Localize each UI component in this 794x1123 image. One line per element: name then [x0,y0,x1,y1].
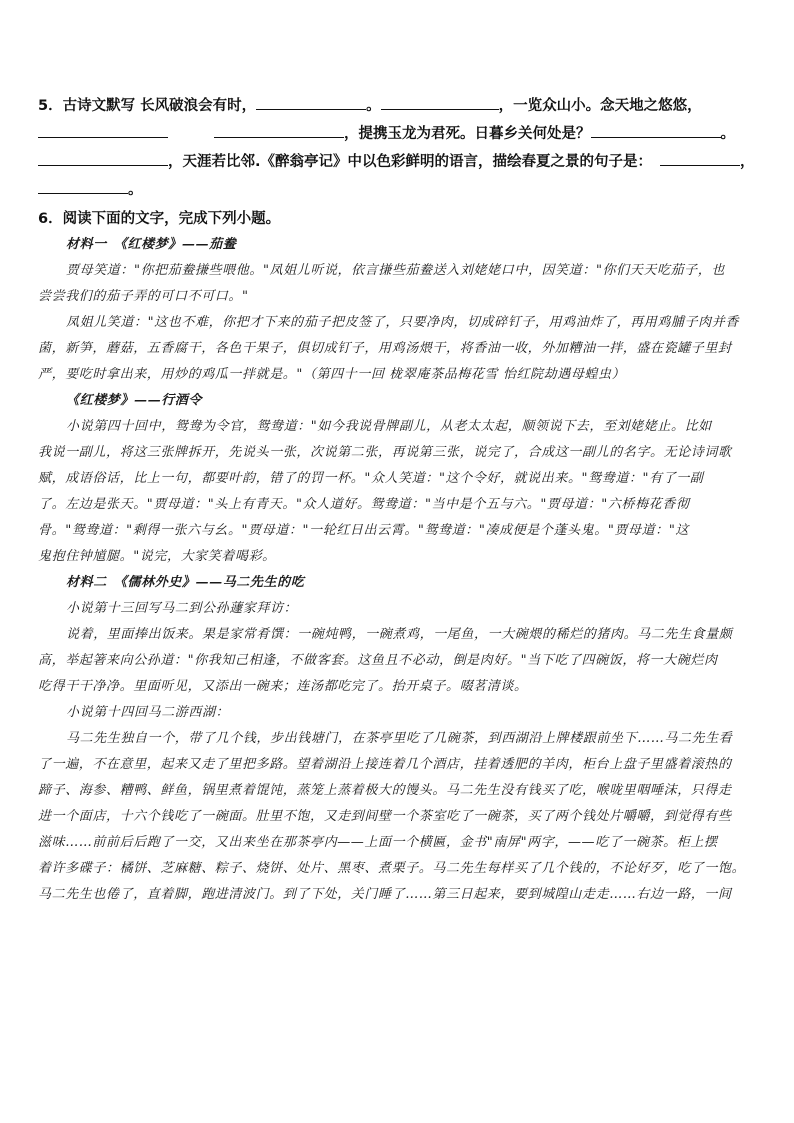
q5-line-1-text-c: ，一览众山小。念天地之悠悠， [498,98,702,114]
q5-line-1-text-a: 5．古诗文默写 长风破浪会有时， [38,98,257,114]
material-2-heading: 材料二 《儒林外史》——马二先生的吃 [66,575,305,590]
reading-passage [38,232,778,908]
passage-line: 鬼抱住钟馗腿。"说完，大家笑着喝彩。 [38,549,276,564]
passage-line: 了。左边是张天。"贾母道："头上有青天。"众人道好。鸳鸯道："当中是个五与六。"贾母道："六桥梅花香彻 [38,497,690,512]
passage-line: 蹄子、海参、糟鸭、鲜鱼，锅里煮着馄饨，蒸笼上蒸着极大的馒头。马二先生没有钱买了吃，喉咙里咽唾沫，只得走 [38,783,732,798]
answer-blank[interactable] [38,149,168,166]
passage-line: 小说第四十回中，鸳鸯为令官，鸳鸯道："如今我说骨牌副儿，从老太太起，顺领说下去，至刘姥姥止。比如 [66,419,712,434]
passage-line: 凤姐儿笑道："这也不难，你把才下来的茄子把皮签了，只要净肉，切成碎钉子，用鸡油炸了，再用鸡脯子肉并香 [66,315,739,330]
q5-line-2-text-b: 。 [720,126,735,142]
question-5 [38,92,758,204]
q5-line-2-text-a: ，提携玉龙为君死。日暮乡关何处是？ [344,126,591,142]
passage-line: 严，要吃时拿出来，用炒的鸡瓜一拌就是。"（第四十一回 栊翠庵茶品梅花雪 怡红院劫遇母蝗虫） [38,367,626,382]
passage-line: 小说第十三回写马二到公孙蘧家拜访： [66,601,298,616]
answer-blank[interactable] [38,177,128,194]
passage-line: 尝尝我们的茄子弄的可口不可口。" [38,289,249,304]
q6-title: 6．阅读下面的文字，完成下列小题。 [38,211,281,227]
q5-line-3-text-a: ，天涯若比邻.《醉翁亭记》中以色彩鲜明的语言，描绘春夏之景的句子是： [168,154,653,170]
q5-line-3 [38,148,758,176]
q5-line-3-text-b: ， [740,154,755,170]
passage-line: 吃得干干净净。里面听见，又添出一碗来；连汤都吃完了。抬开桌子。啜茗清谈。 [38,679,528,694]
material-1-subheading: 《红楼梦》——行酒令 [66,393,203,408]
passage-line: 着许多碟子：橘饼、芝麻糖、粽子、烧饼、处片、黑枣、煮栗子。马二先生每样买了几个钱的，不论好歹，吃了一饱。 [38,861,746,876]
q5-line-2 [38,120,758,148]
passage-line: 贾母笑道："你把茄鲞搛些喂他。"凤姐儿听说，依言搛些茄鲞送入刘姥姥口中，因笑道："你们天天吃茄子，也 [66,263,725,278]
passage-line: 说着，里面捧出饭来。果是家常肴馔：一碗炖鸭，一碗煮鸡，一尾鱼，一大碗煨的稀烂的猪肉。马二先生食量颇 [66,627,733,642]
passage-line: 进一个面店，十六个钱吃了一碗面。肚里不饱，又走到间壁一个茶室吃了一碗茶，买了两个钱处片嚼嚼，到觉得有些 [38,809,732,824]
passage-line: 菌，新笋，蘑菇，五香腐干，各色干果子，俱切成钉子，用鸡汤煨干，将香油一收，外加糟油一拌，盛在瓷罐子里封 [38,341,732,356]
passage-line: 高，举起箸来向公孙道："你我知己相逢，不做客套。这鱼且不必动，倒是肉好。"当下吃了四碗饭，将一大碗烂肉 [38,653,718,668]
q5-line-1 [38,92,758,120]
q5-line-1-text-b: 。 [366,98,381,114]
passage-line: 马二先生独自一个，带了几个钱，步出钱塘门，在茶亭里吃了几碗茶，到西湖沿上牌楼跟前坐下……马二先生看 [66,731,733,746]
q5-line-4-text-a: 。 [128,182,143,198]
answer-blank[interactable] [214,121,344,138]
passage-line: 马二先生也倦了，直着脚，跑进清波门。到了下处，关门睡了……第三日起来，要到城隍山走走……右边一路，一间 [38,887,732,902]
passage-line: 我说一副儿，将这三张牌拆开，先说头一张，次说第二张，再说第三张，说完了，合成这一副儿的名字。无论诗词歌 [38,445,732,460]
passage-line: 滋味……前前后后跑了一交，又出来坐在那茶亭内——上面一个横匾，金书"南屏"两字，——吃了一碗茶。柜上摆 [38,835,718,850]
answer-blank[interactable] [38,121,168,138]
passage-line: 了一遍，不在意里，起来又走了里把多路。望着湖沿上接连着几个酒店，挂着透肥的羊肉，柜台上盘子里盛着滚热的 [38,757,732,772]
question-6 [38,206,778,908]
passage-line: 骨。"鸳鸯道："剩得一张六与幺。"贾母道："一轮红日出云霄。"鸳鸯道："凑成便是个蓬头鬼。"贾母道："这 [38,523,690,538]
answer-blank[interactable] [256,93,366,110]
answer-blank[interactable] [591,121,721,138]
answer-blank[interactable] [381,93,499,110]
passage-line: 小说第十四回马二游西湖： [66,705,230,720]
material-1-heading: 材料一 《红楼梦》——茄鲞 [66,237,237,252]
passage-line: 赋，成语俗话，比上一句，都要叶韵，错了的罚一杯。"众人笑道："这个令好，就说出来。"鸳鸯道："有了一副 [38,471,704,486]
answer-blank[interactable] [660,149,740,166]
q5-line-4 [38,176,758,204]
